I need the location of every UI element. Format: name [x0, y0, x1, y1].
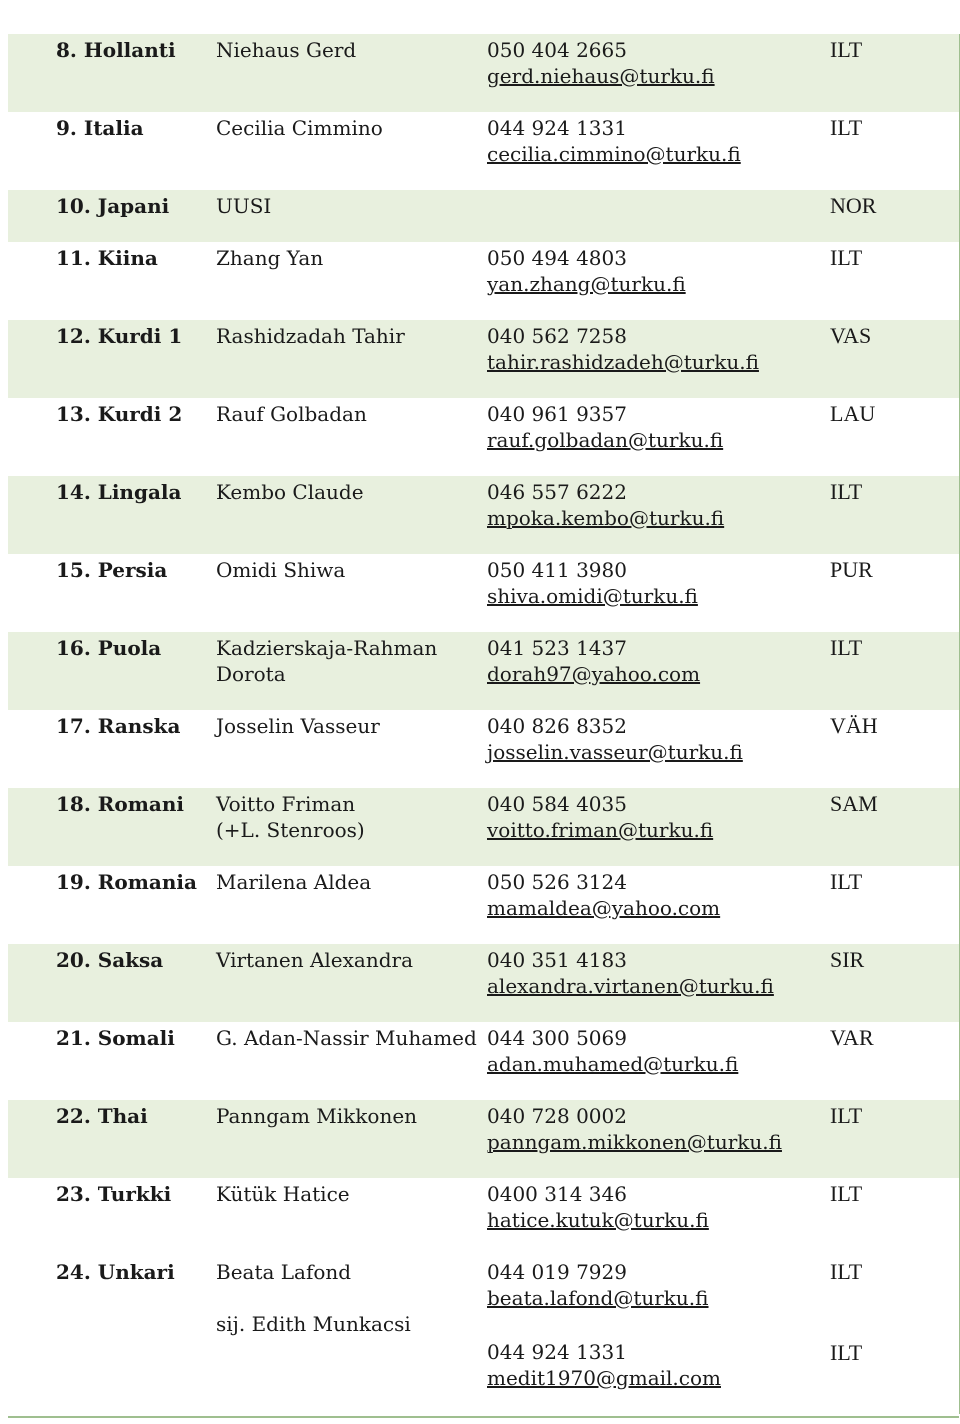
location-code: LAU	[830, 401, 876, 426]
email-link[interactable]: tahir.rashidzadeh@turku.fi	[487, 350, 759, 374]
email-link[interactable]: shiva.omidi@turku.fi	[487, 584, 698, 608]
interpreter-name: Rashidzadah Tahir	[216, 324, 405, 348]
language-cell: 9. Italia	[56, 116, 144, 140]
phone-number: 050 404 2665	[487, 38, 627, 62]
interpreter-name: Cecilia Cimmino	[216, 116, 383, 140]
email-link[interactable]: dorah97@yahoo.com	[487, 662, 701, 686]
name-cell	[216, 193, 271, 219]
phone-number: 050 526 3124	[487, 870, 627, 894]
location-code: ILT	[830, 479, 863, 504]
phone-number: 046 557 6222	[487, 480, 627, 504]
table-row	[8, 1022, 959, 1100]
phone-number-2: 044 924 1331	[487, 1340, 627, 1364]
table-row	[8, 710, 959, 788]
table-row	[8, 112, 959, 190]
email-link[interactable]: adan.muhamed@turku.fi	[487, 1052, 739, 1076]
language-cell: 8. Hollanti	[56, 38, 176, 62]
interpreter-name: Omidi Shiwa	[216, 558, 346, 582]
email-link[interactable]: rauf.golbadan@turku.fi	[487, 428, 724, 452]
name-cell	[216, 791, 365, 843]
location-code: ILT	[830, 245, 863, 270]
location-code-2: ILT	[830, 1340, 863, 1365]
table-row	[8, 632, 959, 710]
phone-number: 040 584 4035	[487, 792, 627, 816]
name-cell	[216, 713, 380, 739]
language-cell: 16. Puola	[56, 636, 162, 660]
name-cell	[216, 37, 356, 63]
language-cell: 21. Somali	[56, 1026, 175, 1050]
language-cell: 12. Kurdi 1	[56, 324, 183, 348]
language-cell: 13. Kurdi 2	[56, 402, 183, 426]
interpreter-name: Kadzierskaja-Rahman	[216, 636, 438, 660]
location-code: SAM	[830, 791, 878, 816]
contact-cell	[487, 557, 698, 609]
table-row	[8, 788, 959, 866]
table-row	[8, 242, 959, 320]
location-code: VÄH	[830, 713, 878, 738]
interpreter-name: Voitto Friman	[216, 792, 356, 816]
email-link[interactable]: hatice.kutuk@turku.fi	[487, 1208, 709, 1232]
location-code: SIR	[830, 947, 865, 972]
language-cell: 24. Unkari	[56, 1260, 175, 1284]
language-cell: 22. Thai	[56, 1104, 148, 1128]
contact-cell	[487, 323, 759, 375]
name-cell	[216, 323, 405, 349]
interpreter-name: UUSI	[216, 194, 272, 218]
table-row	[8, 866, 959, 944]
table-row	[8, 554, 959, 632]
location-code: NOR	[830, 193, 877, 218]
email-link[interactable]: gerd.niehaus@turku.fi	[487, 64, 715, 88]
interpreter-name: Beata Lafond	[216, 1260, 352, 1284]
location-code: VAR	[830, 1025, 874, 1050]
language-cell: 20. Saksa	[56, 948, 164, 972]
contact-cell	[487, 245, 686, 297]
interpreter-name: Panngam Mikkonen	[216, 1104, 418, 1128]
name-cell	[216, 1025, 477, 1051]
language-cell: 23. Turkki	[56, 1182, 172, 1206]
interpreter-name: Virtanen Alexandra	[216, 948, 414, 972]
interpreter-table	[8, 34, 960, 1414]
location-code: VAS	[830, 323, 872, 348]
language-cell: 14. Lingala	[56, 480, 182, 504]
phone-number: 040 562 7258	[487, 324, 627, 348]
phone-number: 040 351 4183	[487, 948, 627, 972]
contact-cell	[487, 869, 720, 921]
email-link[interactable]: cecilia.cimmino@turku.fi	[487, 142, 741, 166]
contact-cell	[487, 1103, 782, 1155]
language-cell: 10. Japani	[56, 194, 170, 218]
name-cell	[216, 479, 364, 505]
name-cell	[216, 1259, 411, 1337]
location-code: ILT	[830, 115, 863, 140]
table-row	[8, 944, 959, 1022]
interpreter-name: Josselin Vasseur	[216, 714, 380, 738]
interpreter-name: (+L. Stenroos)	[216, 818, 365, 842]
name-cell	[216, 245, 323, 271]
name-cell	[216, 1103, 417, 1129]
interpreter-name: Kembo Claude	[216, 480, 364, 504]
phone-number: 044 300 5069	[487, 1026, 627, 1050]
contact-cell	[487, 1259, 721, 1391]
interpreter-name: Zhang Yan	[216, 246, 324, 270]
table-row	[8, 190, 959, 242]
language-cell: 18. Romani	[56, 792, 184, 816]
name-cell	[216, 947, 413, 973]
contact-cell	[487, 401, 723, 453]
phone-number: 044 019 7929	[487, 1260, 627, 1284]
table-row-unkari	[8, 1256, 959, 1414]
table-body	[8, 34, 959, 1256]
table-row	[8, 1100, 959, 1178]
language-cell: 17. Ranska	[56, 714, 181, 738]
contact-cell	[487, 635, 700, 687]
phone-number: 050 411 3980	[487, 558, 627, 582]
interpreter-name: Dorota	[216, 662, 286, 686]
location-code: ILT	[830, 37, 863, 62]
table-row	[8, 34, 959, 112]
table-row	[8, 398, 959, 476]
location-code: ILT	[830, 869, 863, 894]
name-cell	[216, 1181, 350, 1207]
phone-number: 0400 314 346	[487, 1182, 627, 1206]
language-cell: 19. Romania	[56, 870, 197, 894]
phone-number: 040 826 8352	[487, 714, 627, 738]
contact-cell	[487, 37, 715, 89]
name-cell	[216, 115, 383, 141]
email-link[interactable]: mpoka.kembo@turku.fi	[487, 506, 725, 530]
interpreter-name: Niehaus Gerd	[216, 38, 357, 62]
email-link[interactable]: josselin.vasseur@turku.fi	[487, 740, 743, 764]
contact-cell	[487, 1025, 738, 1077]
location-code: ILT	[830, 1259, 863, 1284]
language-cell: 15. Persia	[56, 558, 168, 582]
email-link[interactable]: panngam.mikkonen@turku.fi	[487, 1130, 782, 1154]
code-cell	[830, 1259, 862, 1366]
email-link[interactable]: voitto.friman@turku.fi	[487, 818, 714, 842]
name-cell	[216, 401, 367, 427]
email-link[interactable]: alexandra.virtanen@turku.fi	[487, 974, 774, 998]
phone-number: 044 924 1331	[487, 116, 627, 140]
email-link[interactable]: yan.zhang@turku.fi	[487, 272, 686, 296]
phone-number: 040 961 9357	[487, 402, 627, 426]
contact-cell	[487, 1181, 709, 1233]
phone-number: 050 494 4803	[487, 246, 627, 270]
language-cell: 11. Kiina	[56, 246, 158, 270]
table-row	[8, 476, 959, 554]
location-code: ILT	[830, 1181, 863, 1206]
location-code: PUR	[830, 557, 873, 582]
name-cell	[216, 869, 371, 895]
name-cell	[216, 557, 345, 583]
email-link[interactable]: mamaldea@yahoo.com	[487, 896, 721, 920]
name-cell	[216, 635, 437, 687]
phone-number: 040 728 0002	[487, 1104, 627, 1128]
contact-cell	[487, 479, 724, 531]
interpreter-name: G. Adan-Nassir Muhamed	[216, 1026, 477, 1050]
email-link-2[interactable]: medit1970@gmail.com	[487, 1366, 721, 1390]
location-code: ILT	[830, 1103, 863, 1128]
contact-cell	[487, 791, 713, 843]
table-row	[8, 320, 959, 398]
interpreter-name: Marilena Aldea	[216, 870, 372, 894]
contact-cell	[487, 713, 743, 765]
interpreter-name: Kütük Hatice	[216, 1182, 350, 1206]
contact-cell	[487, 115, 741, 167]
location-code: ILT	[830, 635, 863, 660]
phone-number: 041 523 1437	[487, 636, 627, 660]
interpreter-substitute-name: sij. Edith Munkacsi	[216, 1312, 411, 1336]
email-link[interactable]: beata.lafond@turku.fi	[487, 1286, 709, 1310]
contact-cell	[487, 947, 774, 999]
table-bottom-border	[8, 1416, 959, 1418]
table-row	[8, 1178, 959, 1256]
interpreter-name: Rauf Golbadan	[216, 402, 367, 426]
